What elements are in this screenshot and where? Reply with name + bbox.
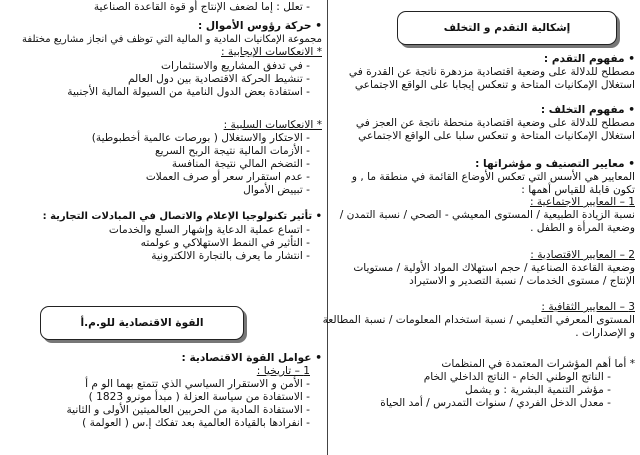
negative-effect-item: - تبييض الأموال: [243, 184, 310, 196]
indicator-item: - مؤشر التنمية البشرية : و يشمل: [465, 384, 611, 396]
capital-movement-definition: مجموعة الإمكانيات المادية و المالية التي توظف في انجاز مشاريع مختلفة: [22, 34, 322, 45]
section-title: إشكالية التقدم و التخلف: [443, 22, 571, 34]
positive-effect-item: - تنشيط الحركة الاقتصادية بين دول العالم: [128, 73, 310, 85]
historical-factor-item: - الاستفادة من سياسة العزلة ( مبدأ مونرو 1823 ): [88, 391, 310, 403]
criteria-line-2: تكون قابلة للقياس أهمها :: [521, 184, 635, 196]
ict-effect-item: - التأثير في النمط الاستهلاكي و عولمته: [140, 237, 310, 249]
indicators-heading: * أما أهم المؤشرات المعتمدة في المنظمات: [441, 358, 635, 370]
positive-effects-heading: * الانعكاسات الإيجابية :: [221, 46, 322, 58]
indicator-item: - معدل الدخل الفردي / سنوات التمدرس / أمد الحياة: [380, 397, 611, 409]
underdevelopment-heading: • مفهوم التخلف :: [540, 104, 635, 116]
negative-effect-item: - الاحتكار والاستغلال ( بورصات عالمية أخطبوطية): [91, 132, 310, 144]
social-criteria-line-2: وضعية المرأة و الطفل .: [530, 222, 635, 234]
historical-factor-item: - الاستفادة المادية من الحربين العالميتين الأولى و الثانية: [66, 404, 310, 416]
right-column: [322, 0, 635, 455]
cut-off-line: - تعلل : إما لضعف الإنتاج أو قوة القاعدة الصناعية: [93, 1, 310, 13]
column-divider: [327, 0, 328, 455]
ict-trade-heading: • تأثير تكنولوجيا الإعلام والاتصال في المبادلات التجارية :: [42, 211, 322, 222]
us-economy-title: القوة الاقتصادية للو.م.أ: [80, 317, 204, 329]
positive-effect-item: - في تدفق المشاريع والاستثمارات: [160, 60, 310, 72]
indicator-item: - الناتج الوطني الخام - الناتج الداخلي الخام: [423, 371, 611, 383]
progress-heading: • مفهوم التقدم :: [543, 53, 635, 65]
economic-criteria-line-1: وضعية القاعدة الصناعية / حجم استهلاك المواد الأولية / مستويات: [353, 262, 635, 274]
economic-criteria-title: 2 – المعايير الاقتصادية :: [530, 249, 635, 261]
progress-definition-line-1: مصطلح للدلالة على وضعية اقتصادية مزدهرة ناتجة عن القدرة في: [348, 66, 635, 78]
social-criteria-title: 1 – المعايير الاجتماعية :: [530, 196, 635, 208]
cultural-criteria-line-2: و الإصدارات .: [575, 327, 635, 339]
criteria-line-1: المعايير هي الأسس التي تعكس الأوضاع القائمة في منطقة ما , و: [351, 171, 635, 183]
historical-factors-title: 1 – تاريخيا :: [256, 365, 310, 377]
economic-power-factors-heading: • عوامل القوة الاقتصادية :: [181, 352, 322, 364]
underdevelopment-definition-line-2: استغلال الإمكانيات المتاحة و تنعكس سلبا على الواقع الاجتماعي: [358, 130, 635, 142]
social-criteria-line-1: نسبة الزيادة الطبيعية / المستوى المعيشي - الصحي / نسبة التمدن /: [339, 209, 635, 221]
negative-effect-item: - التضخم المالي نتيجة المنافسة: [171, 158, 310, 170]
progress-definition-line-2: استغلال الإمكانيات المتاحة و تنعكس إيجابا على الواقع الاجتماعي: [354, 79, 635, 91]
historical-factor-item: - الأمن و الاستقرار السياسي الذي تتمتع بهما الو م أ: [85, 378, 310, 390]
ict-effect-item: - انتشار ما يعرف بالتجارة الالكترونية: [151, 250, 310, 262]
us-economy-title-box: [40, 306, 244, 340]
economic-criteria-line-2: الإنتاج / مستوى الخدمات / نسبة التصدير و الاستيراد: [409, 275, 635, 287]
cultural-criteria-title: 3 – المعايير الثقافية :: [541, 301, 635, 313]
negative-effects-heading: * الانعكاسات السلبية :: [223, 119, 322, 131]
underdevelopment-definition-line-1: مصطلح للدلالة على وضعية اقتصادية منحطة ناتجة عن العجز في: [355, 117, 635, 129]
negative-effect-item: - الأزمات المالية نتيجة الربح السريع: [155, 145, 310, 157]
negative-effect-item: - عدم استقرار سعر أو صرف العملات: [145, 171, 310, 183]
criteria-heading: • معايير التصنيف و مؤشراتها :: [475, 158, 635, 170]
left-column: [4, 0, 322, 455]
historical-factor-item: - انفرادها بالقيادة العالمية بعد تفكك إ.س ( العولمة ): [82, 417, 310, 429]
capital-movement-heading: • حركة رؤوس الأموال :: [197, 20, 322, 32]
positive-effect-item: - استفادة بعض الدول النامية من السيولة المالية الأجنبية: [67, 86, 310, 98]
section-title-box: [397, 11, 617, 45]
cultural-criteria-line-1: المستوى المعرفي التعليمي / نسبة استخدام المعلومات / نسبة المطالعة: [322, 314, 635, 326]
ict-effect-item: - اتساع عملية الدعاية وإشهار السلع والخدمات: [108, 224, 310, 236]
